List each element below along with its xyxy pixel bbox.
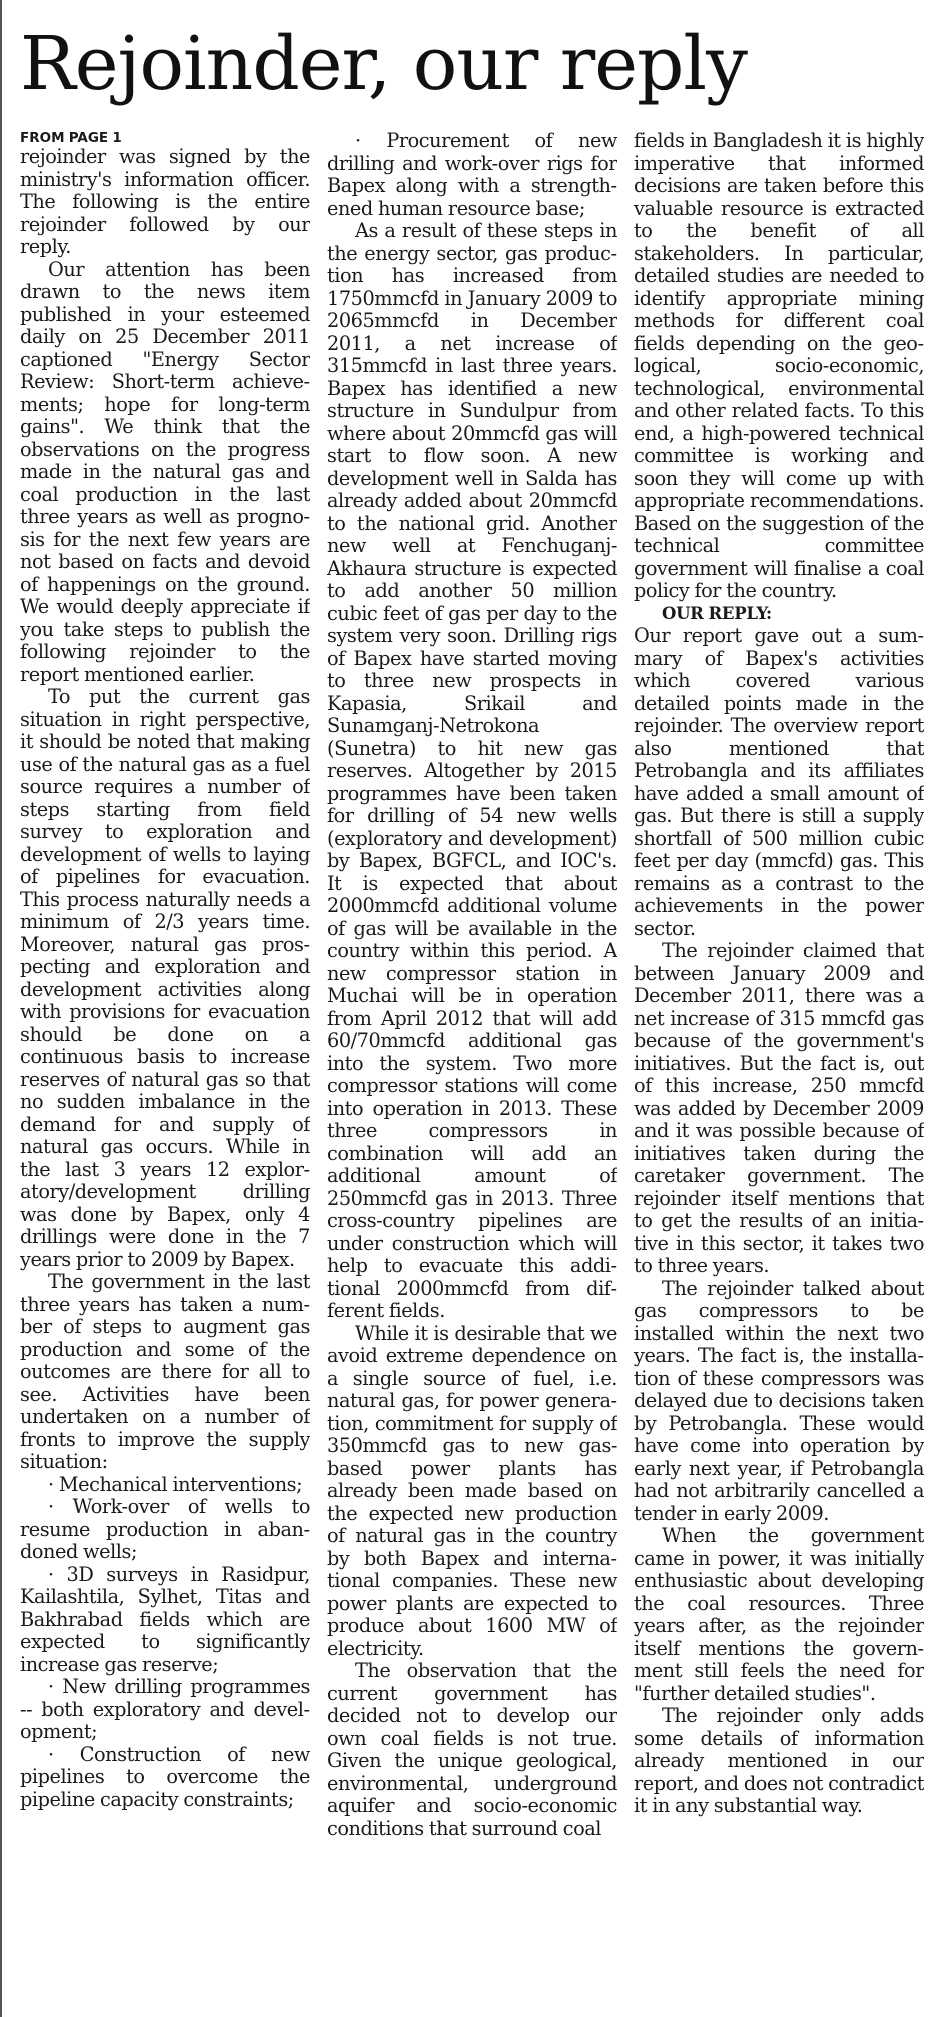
paragraph: The government in the last three years has taken a number of steps to augment gas production and some of the outcomes are there for all to see. Activities have been undertaken on a number of fronts to improve the supply situation:: [20, 1270, 310, 1473]
paragraph: rejoinder was signed by the ministry's information officer. The following is the entire rejoinder followed by our reply.: [20, 145, 310, 258]
bullet-item: · Mechanical interventions;: [48, 1472, 303, 1496]
page-jump-kicker: FROM PAGE 1: [20, 130, 122, 146]
paragraph: Our attention has been drawn to the news item published in your esteemed daily on 25 December 2011 captioned "Energy Sector Review: Short-term achievements; hope for long-term gains". We think that the observations on the progress made in the natural gas and coal production in the last three years as well as prognosis for the next few years are not based on facts and devoid of happenings on the ground. We would deeply appreciate if you take steps to publish the following rejoinder to the report mentioned earlier.: [20, 257, 310, 686]
paragraph: While it is desirable that we avoid extreme dependence on a single source of fuel, i.e. natural gas, for power generation, commitment for supply of 350mmcfd gas to new gas-based power plants has already been made based on the expected new production of natural gas in the country by both Bapex and international companies. These new power plants are expected to produce about 1600 MW of electricity.: [327, 1321, 617, 1660]
paragraph: The observation that the current government has decided not to develop our own coal fields is not true. Given the unique geological, environmental, underground aquifer and socio-economic conditions that surround coal: [327, 1659, 617, 1840]
bullet-item: · Procurement of new drilling and work-over rigs for Bapex along with a strengthened human resource base;: [327, 130, 617, 220]
bullet-item: · Work-over of wells to resume production in abandoned wells;: [20, 1495, 310, 1563]
paragraph: As a result of these steps in the energy sector, gas production has increased from 1750mmcfd in January 2009 to 2065mmcfd in December 2011, a net increase of 315mmcfd in last three years. Bapex has identified a new structure in Sundulpur from where about 20mmcfd gas will start to flow soon. A new development well in Salda has already added about 20mmcfd to the national grid. Another new well at Fenchuganj-Akhaura structure is expected to add another 50 million cubic feet of gas per day to the system very soon. Drilling rigs of Bapex have started moving to three new prospects in Kapasia, Srikail and Sunamganj-Netrokona (Sunetra) to hit new gas reserves. Altogether by 2015 programmes have been taken for drilling of 54 new wells (exploratory and development) by Bapex, BGFCL, and IOC's. It is expected that about 2000mmcfd additional volume of gas will be available in the country within this period. A new compressor station in Muchai will be in operation from April 2012 that will add 60/70mmcfd additional gas into the system. Two more compressor stations will come into operation in 2013. These three compressors in combination will add an additional amount of 250mmcfd gas in 2013. Three cross-country pipelines are under construction which will help to evacuate this additional 2000mmcfd from different fields.: [327, 219, 617, 1322]
paragraph: Our report gave out a summary of Bapex's activities which covered various detailed points made in the rejoinder. The overview report also mentioned that Petrobangla and its affiliates have added a small amount of gas. But there is still a supply shortfall of 500 million cubic feet per day (mmcfd) gas. This remains as a contrast to the achievements in the power sector.: [634, 624, 924, 940]
paragraph: The rejoinder only adds some details of information already mentioned in our report, and does not contradict it in any substantial way.: [634, 1704, 924, 1817]
paragraph: fields in Bangladesh it is highly imperative that informed decisions are taken before this valuable resource is extracted to the benefit of all stakeholders. In particular, detailed studies are needed to identify appropriate mining methods for different coal fields depending on the geological, socio-economic, technological, environmental and other related facts. To this end, a high-powered technical committee is working and soon they will come up with appropriate recommendations. Based on the suggestion of the technical committee government will finalise a coal policy for the country.: [634, 130, 924, 602]
paragraph: When the government came in power, it was initially enthusiastic about developing the coal resources. Three years after, as the rejoinder itself mentions the government still feels the need for "further detailed studies".: [634, 1524, 924, 1705]
bullet-item: · New drilling programmes -- both exploratory and development;: [20, 1675, 310, 1743]
bullet-item: · Construction of new pipelines to overcome the pipeline capacity constraints;: [20, 1742, 310, 1811]
paragraph: To put the current gas situation in right perspective, it should be noted that making use of the natural gas as a fuel source requires a number of steps starting from field survey to exploration and development of wells to laying of pipelines for evacuation. This process naturally needs a minimum of 2/3 years time. Moreover, natural gas prospecting and exploration and development activities along with provisions for evacuation should be done on a continuous basis to increase reserves of natural gas so that no sudden imbalance in the demand for and supply of natural gas occurs. While in the last 3 years 12 exploratory/development drilling was done by Bapex, only 4 drillings were done in the 7 years prior to 2009 by Bapex.: [20, 685, 310, 1271]
headline: Rejoinder, our reply: [20, 21, 747, 107]
bullet-item: · 3D surveys in Rasidpur, Kailashtila, Sylhet, Titas and Bakhrabad fields which are expected to significantly increase gas reserve;: [20, 1562, 310, 1676]
column-3: [634, 130, 924, 2010]
our-reply-subhead: OUR REPLY:: [662, 603, 772, 623]
column-2: [327, 130, 617, 2010]
paragraph: The rejoinder talked about gas compressors to be installed within the next two years. The fact is, the installation of these compressors was delayed due to decisions taken by Petrobangla. These would have come into operation by early next year, if Petrobangla had not arbitrarily cancelled a tender in early 2009.: [634, 1276, 924, 1525]
column-1: [20, 130, 310, 2010]
paragraph: The rejoinder claimed that between January 2009 and December 2011, there was a net increase of 315 mmcfd gas because of the government's initiatives. But the fact is, out of this increase, 250 mmcfd was added by December 2009 and it was possible because of initiatives taken during the caretaker government. The rejoinder itself mentions that to get the results of an initiative in this sector, it takes two to three years.: [634, 939, 924, 1277]
article-body: [20, 130, 925, 2010]
